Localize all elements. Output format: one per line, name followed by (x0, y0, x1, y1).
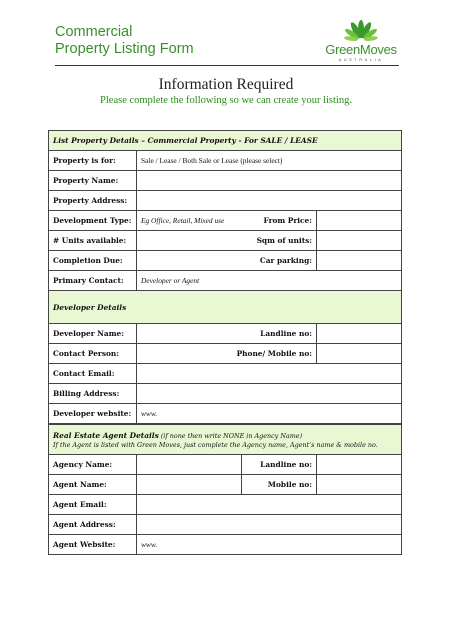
developer-details-table (48, 290, 402, 424)
agent-name-label: Agent Name: (49, 475, 137, 495)
developer-website-field[interactable]: www. (137, 404, 402, 424)
agent-mobile-label: Mobile no: (242, 475, 317, 495)
phone-mobile-label: Phone/ Mobile no: (137, 344, 317, 364)
from-price-field[interactable] (317, 211, 402, 231)
agent-address-field[interactable] (137, 515, 402, 535)
billing-address-field[interactable] (137, 384, 402, 404)
agent-name-field[interactable] (137, 475, 242, 495)
contact-email-label: Contact Email: (49, 364, 137, 384)
property-is-for-label: Property is for: (49, 151, 137, 171)
agent-email-label: Agent Email: (49, 495, 137, 515)
contact-email-field[interactable] (137, 364, 402, 384)
agent-address-label: Agent Address: (49, 515, 137, 535)
development-type-field[interactable] (137, 211, 317, 231)
primary-contact-label: Primary Contact: (49, 271, 137, 291)
billing-address-label: Billing Address: (49, 384, 137, 404)
developer-landline-field[interactable] (317, 324, 402, 344)
car-parking-field[interactable] (317, 251, 402, 271)
contact-person-label: Contact Person: (49, 344, 137, 364)
agent-website-field[interactable]: www. (137, 535, 402, 555)
agent-heading-instructions: If the Agent is listed with Green Moves, just complete the Agency name, Agent’s name & mobile no. (53, 440, 378, 449)
agent-heading-text: Real Estate Agent Details (53, 430, 159, 440)
agent-mobile-field[interactable] (317, 475, 402, 495)
section-subtitle: Please complete the following so we can create your listing. (100, 95, 352, 106)
agency-name-label: Agency Name: (49, 455, 137, 475)
primary-contact-field[interactable]: Developer or Agent (137, 271, 402, 291)
agent-landline-field[interactable] (317, 455, 402, 475)
property-is-for-field[interactable]: Sale / Lease / Both Sale or Lease (please select) (137, 151, 402, 171)
agency-name-field[interactable] (137, 455, 242, 475)
agent-website-label: Agent Website: (49, 535, 137, 555)
developer-website-label: Developer website: (49, 404, 137, 424)
from-price-label: From Price: (263, 216, 312, 225)
completion-due-label: Completion Due: (49, 251, 137, 271)
property-section-heading: List Property Details – Commercial Property - For SALE / LEASE (49, 131, 402, 151)
leaf-icon (316, 18, 406, 44)
greenmoves-logo (316, 18, 406, 64)
property-address-label: Property Address: (49, 191, 137, 211)
development-type-hint: Eg Office, Retail, Mixed use (141, 216, 225, 225)
developer-landline-label: Landline no: (137, 324, 317, 344)
form-title-line1: Commercial (55, 24, 133, 40)
logo-wordmark: GreenMoves (325, 42, 397, 57)
property-name-field[interactable] (137, 171, 402, 191)
sqm-units-field[interactable] (317, 231, 402, 251)
agent-landline-label: Landline no: (242, 455, 317, 475)
phone-mobile-field[interactable] (317, 344, 402, 364)
developer-name-label: Developer Name: (49, 324, 137, 344)
form-title-line2: Property Listing Form (55, 41, 194, 57)
sqm-units-label: Sqm of units: (137, 231, 317, 251)
agent-email-field[interactable] (137, 495, 402, 515)
agent-section-heading (49, 425, 402, 455)
agent-details-table (48, 424, 402, 555)
form-title (55, 24, 194, 58)
section-title: Information Required (158, 76, 294, 93)
property-details-table (48, 130, 402, 291)
development-type-label: Development Type: (49, 211, 137, 231)
agent-heading-note: (if none then write NONE in Agency Name) (158, 431, 303, 440)
property-name-label: Property Name: (49, 171, 137, 191)
car-parking-label: Car parking: (137, 251, 317, 271)
logo-subtext: AUSTRALIA (338, 57, 384, 62)
units-available-label: # Units available: (49, 231, 137, 251)
property-address-field[interactable] (137, 191, 402, 211)
developer-section-heading: Developer Details (49, 291, 402, 324)
header-divider (55, 65, 399, 66)
